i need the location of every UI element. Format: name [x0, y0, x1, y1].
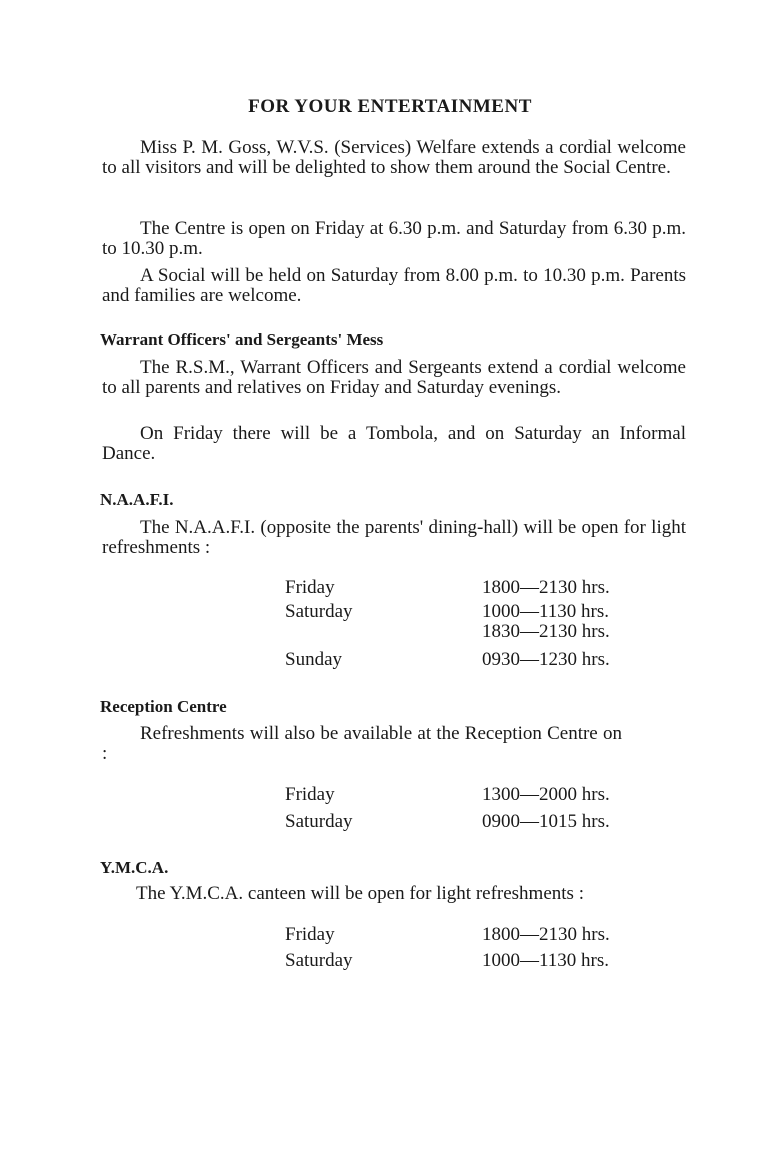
schedule-row	[285, 785, 625, 812]
schedule-day: Sunday	[285, 649, 342, 670]
schedule-time: 1800—2130 hrs.	[482, 924, 610, 945]
section-heading-ymca: Y.M.C.A.	[100, 858, 169, 877]
naafi-paragraph: The N.A.A.F.I. (opposite the parents' dining-hall) will be open for light refreshments :	[102, 517, 686, 558]
schedule-day: Friday	[285, 924, 335, 945]
schedule-time: 0900—1015 hrs.	[482, 811, 610, 832]
naafi-schedule	[285, 578, 625, 674]
schedule-time: 1300—2000 hrs.	[482, 784, 610, 805]
intro-paragraph-social: A Social will be held on Saturday from 8.00 p.m. to 10.30 p.m. Parents and families are welcome.	[102, 265, 686, 306]
schedule-row	[285, 602, 625, 650]
mess-paragraph-events: On Friday there will be a Tombola, and on Saturday an Informal Dance.	[102, 423, 686, 464]
schedule-day: Saturday	[285, 811, 353, 832]
section-heading-mess: Warrant Officers' and Sergeants' Mess	[100, 330, 384, 349]
mess-paragraph-welcome: The R.S.M., Warrant Officers and Sergeants extend a cordial welcome to all parents and relatives on Friday and Saturday evenings.	[102, 357, 686, 398]
schedule-time: 1000—1130 hrs.	[482, 950, 610, 971]
schedule-row	[285, 925, 625, 951]
ymca-schedule	[285, 925, 625, 975]
schedule-time: 0930—1230 hrs.	[482, 649, 610, 670]
schedule-day: Saturday	[285, 601, 353, 622]
schedule-day: Friday	[285, 577, 335, 598]
schedule-row	[285, 951, 625, 975]
page-title: FOR YOUR ENTERTAINMENT	[248, 96, 532, 117]
schedule-day: Saturday	[285, 950, 353, 971]
schedule-row	[285, 650, 625, 674]
reception-schedule	[285, 785, 625, 836]
section-heading-naafi: N.A.A.F.I.	[100, 490, 174, 509]
schedule-time: 1000—1130 hrs.	[482, 601, 610, 622]
schedule-day: Friday	[285, 784, 335, 805]
schedule-time: 1800—2130 hrs.	[482, 577, 610, 598]
intro-paragraph-welcome: Miss P. M. Goss, W.V.S. (Services) Welfare extends a cordial welcome to all visitors and will be delighted to show them around the Social Centre.	[102, 137, 686, 178]
schedule-row	[285, 578, 625, 602]
ymca-paragraph: The Y.M.C.A. canteen will be open for light refreshments :	[136, 883, 584, 904]
reception-paragraph: Refreshments will also be available at the Reception Centre on :	[102, 723, 622, 764]
schedule-row	[285, 812, 625, 836]
section-heading-reception: Reception Centre	[100, 697, 227, 716]
intro-paragraph-opening-hours: The Centre is open on Friday at 6.30 p.m. and Saturday from 6.30 p.m. to 10.30 p.m.	[102, 218, 686, 259]
schedule-time: 1830—2130 hrs.	[482, 621, 610, 642]
